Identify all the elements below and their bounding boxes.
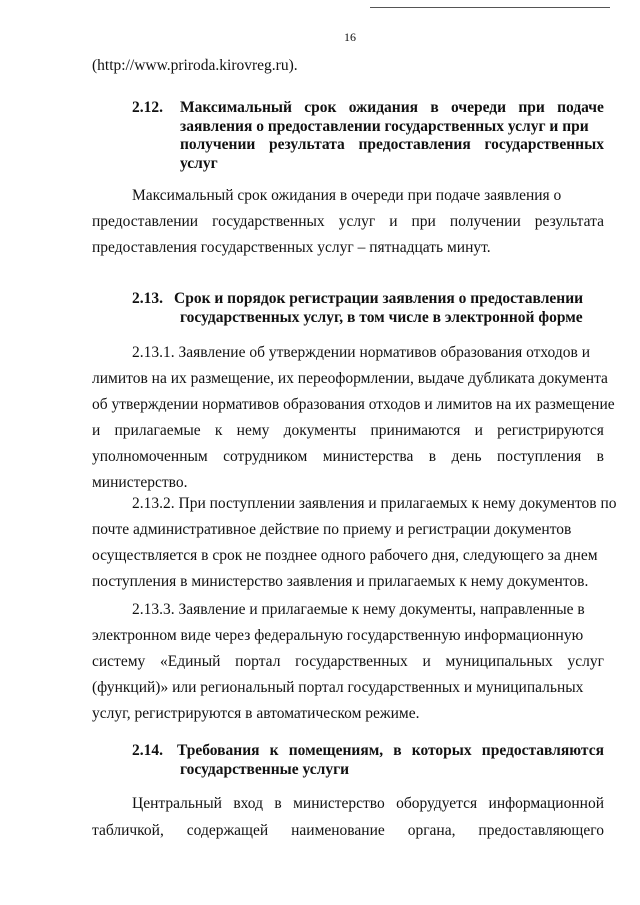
word: органа,	[407, 822, 456, 839]
word: предоставления	[358, 136, 471, 153]
word: государственных	[484, 136, 604, 153]
paragraph-2-13-1-line: министерство.	[92, 474, 188, 491]
word: наименование	[291, 822, 385, 839]
section-number-2-14: 2.14.	[132, 742, 163, 759]
section-title-2-12-line	[180, 100, 604, 116]
word: предоставлении	[92, 213, 199, 230]
word: получении	[180, 136, 256, 153]
section-title-2-12-line: заявления о предоставлении государственных услуг и при	[180, 117, 589, 135]
word: предоставляющего	[478, 822, 604, 839]
word: к	[214, 422, 223, 439]
section-title-2-12-line	[180, 137, 604, 153]
word: сотрудником	[223, 448, 308, 465]
paragraph-2-13-1-line: об утверждении нормативов образования отходов и лимитов на их размещение	[92, 396, 615, 413]
word: к	[269, 742, 279, 759]
word: вход	[233, 795, 263, 812]
word: поступления	[496, 448, 582, 465]
word: Требования	[177, 742, 260, 759]
paragraph-2-13-3-line	[92, 654, 604, 670]
word: при	[518, 99, 545, 116]
word: содержащей	[186, 822, 269, 839]
word: результата	[269, 136, 345, 153]
word: услуг	[338, 213, 376, 230]
paragraph-2-13-2-line: 2.13.2. При поступлении заявления и прилагаемых к нему документов по	[132, 495, 617, 512]
section-title-2-12-line: услуг	[180, 154, 218, 172]
header-rule	[370, 7, 610, 8]
paragraph-2-13-1-line: лимитов на их размещение, их переоформлении, выдаче дубликата документа	[92, 370, 608, 387]
word: информационной	[488, 795, 604, 812]
word: очереди	[451, 99, 507, 116]
word: в	[274, 795, 282, 812]
word: и	[92, 422, 101, 439]
word: подаче	[557, 99, 604, 116]
word: министерства	[322, 448, 414, 465]
word: Центральный	[132, 795, 222, 812]
section-title-2-14-line	[177, 743, 604, 759]
word: министерство	[293, 795, 385, 812]
paragraph-2-13-1-line	[92, 423, 604, 439]
word: получении	[449, 213, 521, 230]
word: в	[393, 742, 402, 759]
word: помещениям,	[288, 742, 384, 759]
word: в	[596, 448, 604, 465]
page-number: 16	[344, 30, 356, 44]
section-body-2-12-line	[92, 214, 604, 230]
word: день	[451, 448, 482, 465]
section-body-2-14-line	[92, 823, 604, 839]
paragraph-2-13-3-line: (функций)» или региональный портал государственных и муниципальных	[92, 679, 584, 696]
word: уполномоченным	[92, 448, 208, 465]
word: нему	[236, 422, 270, 439]
paragraph-2-13-3-line: электронном виде через федеральную государственную информационную	[92, 627, 584, 644]
word: Максимальный	[180, 99, 292, 116]
word: портал	[235, 653, 281, 670]
word: государственных	[212, 213, 325, 230]
paragraph-2-13-1-line: 2.13.1. Заявление об утверждении нормативов образования отходов и	[132, 344, 590, 361]
word: государственных	[295, 653, 408, 670]
word: принимаются	[370, 422, 461, 439]
word: прилагаемые	[114, 422, 201, 439]
word: документы	[283, 422, 357, 439]
section-body-2-12-line: предоставления государственных услуг – пятнадцать минут.	[92, 239, 491, 256]
word: и	[389, 213, 398, 230]
word: результата	[534, 213, 604, 230]
paragraph-2-13-2-line: осуществляется в срок не позднее одного рабочего дня, следующего за днем	[92, 547, 598, 564]
word: при	[411, 213, 436, 230]
word: которых	[411, 742, 472, 759]
word: и	[474, 422, 483, 439]
section-body-2-14-line	[132, 796, 604, 812]
paragraph-2-13-3-line: услуг, регистрируются в автоматическом режиме.	[92, 705, 420, 722]
word: ожидания	[348, 99, 419, 116]
word: срок	[304, 99, 337, 116]
word: муниципальных	[445, 653, 553, 670]
section-title-2-13-line: государственных услуг, в том числе в электронной форме	[180, 308, 583, 326]
paragraph-2-13-1-line	[92, 449, 604, 465]
word: «Единый	[160, 653, 221, 670]
section-title-2-14-line: государственные услуги	[180, 760, 350, 778]
word: в	[430, 99, 439, 116]
word: услуг	[567, 653, 604, 670]
section-number-2-13: 2.13.	[132, 290, 163, 307]
word: регистрируются	[497, 422, 604, 439]
word: оборудуется	[396, 795, 478, 812]
word: в	[428, 448, 437, 465]
word: предоставляются	[481, 742, 604, 759]
paragraph-2-13-3-line: 2.13.3. Заявление и прилагаемые к нему документы, направленные в	[132, 601, 585, 618]
word: табличкой,	[92, 822, 164, 839]
section-body-2-12-line: Максимальный срок ожидания в очереди при подаче заявления о	[132, 187, 562, 204]
paragraph-2-13-2-line: почте административное действие по приему и регистрации документов	[92, 521, 572, 538]
section-number-2-12: 2.12.	[132, 99, 163, 116]
paragraph-2-13-2-line: поступления в министерство заявления и прилагаемых к нему документов.	[92, 573, 589, 590]
url-line: (http://www.priroda.kirovreg.ru).	[92, 57, 298, 74]
word: систему	[92, 653, 146, 670]
section-title-2-13-line: Срок и порядок регистрации заявления о предоставлении	[174, 290, 584, 307]
word: и	[422, 653, 431, 670]
